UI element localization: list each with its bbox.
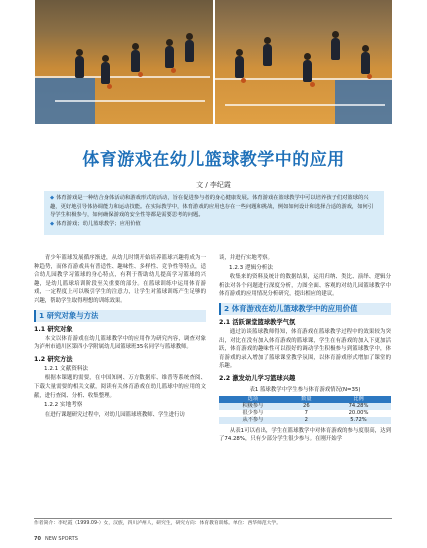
- bullet-icon: ◆: [50, 195, 55, 201]
- subsubsection-heading-1-2-2: 1.2.2 实地考察: [44, 402, 83, 409]
- article-author: 文 / 李纪霞: [196, 181, 231, 189]
- table-cell: 74.28%: [326, 403, 391, 410]
- subsubsection-heading-1-2-1: 1.2.1 文献资料法: [44, 365, 88, 372]
- subsection-heading-1-1: 1.1 研究对象: [34, 325, 73, 333]
- abstract-summary-line: [50, 194, 378, 220]
- paragraph-2-2: 从表1可以看出，学生在篮球教学中对体育游戏的参与度很高，达到了74.28%，只有少部分学生很少参与。在刚开始学: [219, 427, 391, 443]
- table-caption: 表1 篮球教学中学生参与体育游戏情况(N=35): [249, 386, 361, 393]
- table-header-ratio: 比例: [326, 396, 391, 403]
- table-row: [219, 403, 391, 410]
- paragraph-1-2-2: 在进行课题研究过程中，对幼儿园篮球班教师、学生进行访: [44, 411, 185, 418]
- table-cell: 积极参与: [219, 403, 287, 410]
- abstract-keywords-line: [50, 220, 378, 229]
- bullet-icon: ◆: [50, 220, 55, 227]
- participation-table: [219, 396, 391, 424]
- paragraph-1-2-3: 收集来的资料及统计的数据结果，运用归纳、类比、演绎、逻辑分析法对各个问题进行深度分析，力图全面、客观的对幼儿园篮球教学中体育游戏的应用情况分析研究，提出相应的建议。: [219, 274, 391, 298]
- table-row: [219, 417, 391, 424]
- left-column: [34, 254, 206, 419]
- right-column: [219, 254, 391, 444]
- paragraph-1-1: 本文以体育游戏在幼儿篮球教学中的应用作为研究内容，调查对象为泸州市通川区第四小学附属幼儿园篮球班35名同学与篮球教师。: [34, 335, 206, 351]
- table-row: [219, 410, 391, 417]
- subsection-heading-2-1: 2.1 活跃课堂篮球教学气氛: [219, 318, 296, 326]
- page-number: 70: [34, 536, 41, 542]
- table-header-count: 数量: [287, 396, 326, 403]
- table-cell: 26: [287, 403, 326, 410]
- photo-children-dribbling-right: [215, 0, 393, 124]
- table-header-row: [219, 396, 391, 403]
- table-cell: 20.00%: [326, 410, 391, 417]
- paragraph-continuation: 谈，并进行实地考察。: [219, 255, 273, 261]
- paragraph-2-1: 通过访谈篮球教师得知，体育游戏在篮球教学过程中的效果较为突出，对比在没有加入体育游戏的篮球课，学生在有游戏的加入下更加活跃，体育游戏的趣味性可以很好的调动学生积极参与到篮球教学中，体育游戏的录入增加了篮球课堂教学氛围，以体育游戏形式增加了课堂的乐趣。: [219, 328, 391, 370]
- footnote-divider: [34, 518, 392, 519]
- subsection-heading-2-2: 2.2 激发幼儿学习篮球兴趣: [219, 374, 296, 382]
- abstract-keywords: 体育游戏；幼儿篮球教学；应用价值: [56, 220, 141, 227]
- abstract-summary: 体育游戏是一种结合身体活动和游戏形式的活动，旨在促进参与者的身心健康发展。体育游戏在篮球教学中可以培养孩子们对篮球的兴趣，更好地引导体协调能力和运动技能。在实际教学中，体育游戏的应用也存在一些问题和挑战，例如如何设计和选择合适的游戏，如何引导学生积极参与，如何确保游戏的安全性等都是需要思考的问题。: [50, 195, 374, 218]
- table-cell: 很少参与: [219, 410, 287, 417]
- intro-paragraph: 青少年篮球发展循序渐进，从幼儿时期开始培养篮球兴趣将成为一种趋势，而体育游戏具有普适性、趣味性、多样性、竞争性等特点，适合幼儿园教学习篮球的身心特点，有利于帮助幼儿提高学习篮球的兴趣，是幼儿篮球培训阶段至关重要的部分。在篮球训练中运用体育游戏，一定程度上可以吸引学生的注意力，让学生对篮球训练产生足够的兴趣，帮助学生取得理想的训练效果。: [34, 255, 206, 304]
- section-heading-2: 2 体育游戏在幼儿篮球教学中的应用价值: [219, 303, 391, 315]
- article-title: 体育游戏在幼儿篮球教学中的应用: [82, 150, 345, 170]
- subsection-heading-1-2: 1.2 研究方法: [34, 355, 73, 363]
- section-heading-1: 1 研究对象与方法: [34, 310, 206, 322]
- table-cell: 5.72%: [326, 417, 391, 424]
- table-cell: 从不参与: [219, 417, 287, 424]
- page-footer: [34, 536, 78, 542]
- table-header-option: 选项: [219, 396, 287, 403]
- author-footnote: 作者简介：李纪霞（1999.09-）女，汉族，四川泸州人，研究生，研究方向：体育教育训练。单位：西华师范大学。: [34, 521, 282, 526]
- header-photos: [35, 0, 392, 124]
- abstract-box: [44, 191, 384, 235]
- table-cell: 2: [287, 417, 326, 424]
- magazine-name: NEW SPORTS: [44, 536, 78, 542]
- paragraph-1-2-1: 根据本课题的需要，在中国知网、万方数据库、维普等系统查阅、下载大量需要的相关文献，阅读有关体育游戏在幼儿篮球中的应用的文献，进行查阅、分析、收集整理。: [34, 375, 206, 399]
- subsubsection-heading-1-2-3: 1.2.3 逻辑分析法: [229, 264, 273, 271]
- photo-children-dribbling-left: [35, 0, 213, 124]
- table-cell: 7: [287, 410, 326, 417]
